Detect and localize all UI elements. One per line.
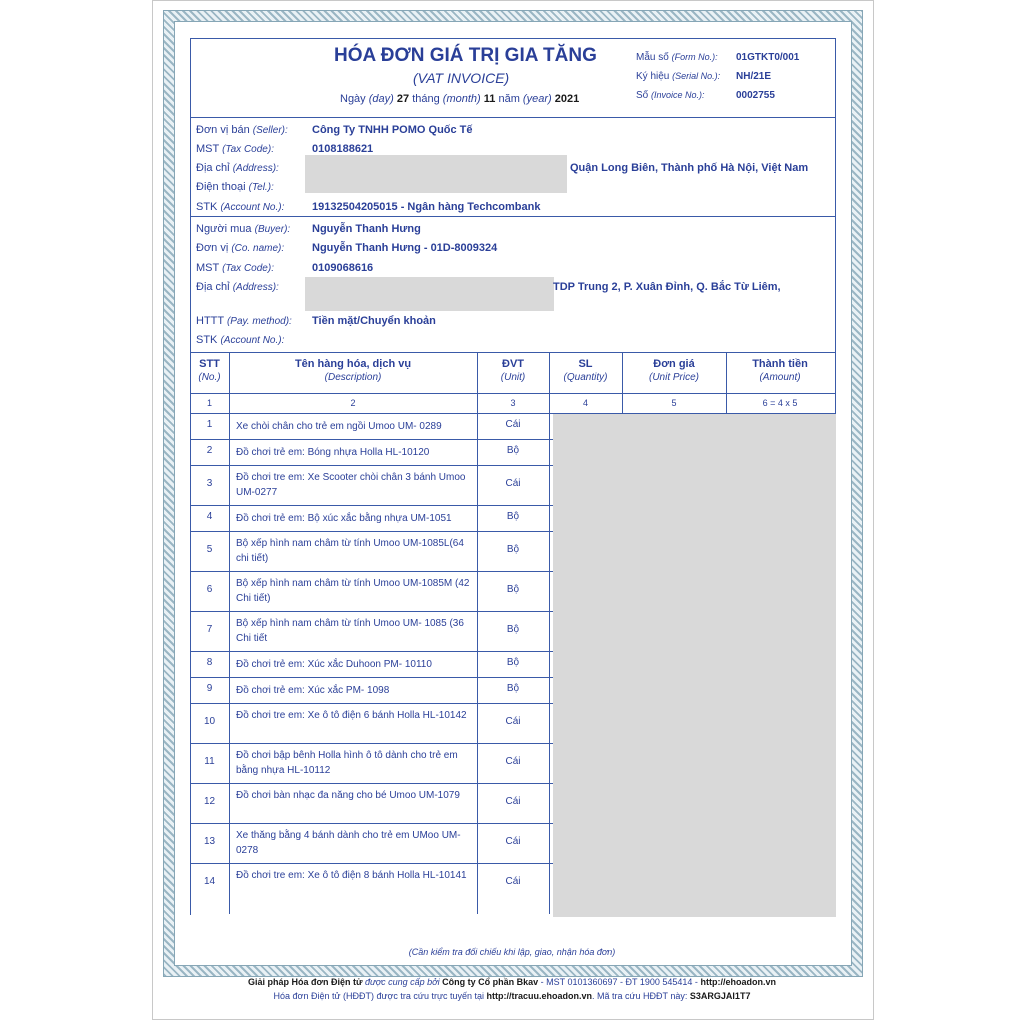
buyer-tax-lbl-en: (Tax Code): xyxy=(222,263,274,274)
buyer-addr-label xyxy=(196,281,279,293)
divider-table-head xyxy=(191,393,835,394)
seller-tax-lbl: MST xyxy=(196,143,220,155)
table-row-description: Đồ chơi trẻ em: Bộ xúc xắc bằng nhựa UM-1051 xyxy=(236,513,452,524)
table-row-stt: 9 xyxy=(206,683,213,694)
table-row-stt: 5 xyxy=(206,544,213,555)
invoice-title: HÓA ĐƠN GIÁ TRỊ GIA TĂNG xyxy=(334,45,597,66)
table-row-unit: Bộ xyxy=(506,445,520,456)
table-row-description: Bộ xếp hình nam châm từ tính Umoo UM- 1085 (36 Chi tiết xyxy=(236,618,464,644)
table-header-subtitle: (Amount) xyxy=(759,372,801,383)
date-month-word: tháng xyxy=(412,93,440,105)
table-header-title: ĐVT xyxy=(502,358,524,370)
seller-name-lbl-en: (Seller): xyxy=(252,125,288,136)
buyer-tax-label xyxy=(196,262,274,274)
seller-tel-label xyxy=(196,181,274,193)
table-row-stt: 2 xyxy=(206,445,213,456)
table-row-unit: Bộ xyxy=(506,657,520,668)
table-col-number: 5 xyxy=(671,398,677,408)
serial-no-value: NH/21E xyxy=(736,71,772,82)
seller-acct-lbl: STK xyxy=(196,201,218,213)
table-col-number: 6 = 4 x 5 xyxy=(762,398,798,408)
table-row-unit: Cái xyxy=(505,796,521,807)
seller-acct-lbl-en: (Account No.): xyxy=(220,202,285,213)
table-row-unit: Cái xyxy=(505,836,521,847)
footer-link-ehoadon[interactable]: http://ehoadon.vn xyxy=(700,977,776,987)
buyer-acct-label xyxy=(196,334,284,346)
table-row-description: Đồ chơi tre em: Xe Scooter chòi chân 3 bánh Umoo UM-0277 xyxy=(236,472,466,498)
date-day: 27 xyxy=(396,93,410,105)
seller-name-label xyxy=(196,124,288,136)
buyer-name-lbl-en: (Buyer): xyxy=(254,224,291,235)
form-lbl-en: (Form No.): xyxy=(671,52,718,62)
table-row-description: Đồ chơi tre em: Xe ô tô điện 6 bánh Holla HL-10142 xyxy=(236,710,467,721)
footer-mst: - MST 0101360697 - ĐT 1900 545414 - xyxy=(540,977,698,987)
divider-buyer xyxy=(191,352,835,353)
invoice-no-value: 0002755 xyxy=(736,90,775,101)
table-header-cell xyxy=(726,357,834,384)
invoice-no-label xyxy=(636,90,705,101)
buyer-co-lbl-en: (Co. name): xyxy=(231,243,285,254)
footer-provider xyxy=(0,977,1024,987)
invoice-date xyxy=(340,93,579,105)
invoice-lbl-en: (Invoice No.): xyxy=(651,90,705,100)
buyer-name-lbl: Người mua xyxy=(196,223,252,235)
seller-tax: 0108188621 xyxy=(312,143,374,155)
seller-tel-lbl: Điện thoại xyxy=(196,181,246,193)
table-row-stt: 8 xyxy=(206,657,213,668)
table-col-divider xyxy=(229,353,230,914)
table-row-unit: Bộ xyxy=(506,544,520,555)
table-row-unit: Cái xyxy=(505,756,521,767)
date-year-word: năm xyxy=(498,93,520,105)
table-row-unit: Bộ xyxy=(506,683,520,694)
table-row-unit: Cái xyxy=(505,716,521,727)
table-row-stt: 7 xyxy=(206,624,213,635)
seller-tax-lbl-en: (Tax Code): xyxy=(222,144,274,155)
buyer-acct-lbl: STK xyxy=(196,334,218,346)
form-no-value: 01GTKT0/001 xyxy=(736,52,800,63)
divider-seller xyxy=(191,216,835,217)
table-row-unit: Bộ xyxy=(506,511,520,522)
table-col-divider xyxy=(549,353,550,914)
seller-tax-label xyxy=(196,143,274,155)
buyer-co-lbl: Đơn vị xyxy=(196,242,229,254)
buyer-addr-lbl-en: (Address): xyxy=(232,282,279,293)
form-lbl: Mẫu số xyxy=(636,52,669,63)
table-header-title: Tên hàng hóa, dịch vụ xyxy=(294,358,412,370)
table-row-description: Đồ chơi trẻ em: Bóng nhựa Holla HL-10120 xyxy=(236,447,430,458)
table-row-unit: Cái xyxy=(505,419,521,430)
table-header-title: SL xyxy=(578,358,593,370)
seller-addr-label xyxy=(196,162,279,174)
footer-link-tracuu[interactable]: http://tracuu.ehoadon.vn xyxy=(486,991,593,1001)
seller-acct: 19132504205015 - Ngân hàng Techcombank xyxy=(312,201,541,213)
table-row-description: Bộ xếp hình nam châm từ tính Umoo UM-1085L(64 chi tiết) xyxy=(236,538,464,564)
serial-lbl: Ký hiệu xyxy=(636,71,670,82)
table-header-subtitle: (Unit Price) xyxy=(648,372,699,383)
table-col-number: 2 xyxy=(350,398,356,408)
table-header-cell xyxy=(549,357,622,384)
buyer-addr-lbl: Địa chỉ xyxy=(196,281,230,293)
buyer-name: Nguyễn Thanh Hưng xyxy=(312,223,421,235)
footer-provided-by: được cung cấp bởi xyxy=(364,977,440,987)
table-header-cell xyxy=(477,357,549,384)
table-row-unit: Cái xyxy=(505,876,521,887)
table-row-stt: 11 xyxy=(204,756,215,767)
footer-lookup xyxy=(0,991,1024,1001)
table-row-unit: Cái xyxy=(505,478,521,489)
table-row-stt: 12 xyxy=(203,796,216,807)
buyer-pay-lbl: HTTT xyxy=(196,315,224,327)
footer-lookup-code: S3ARGJAI1T7 xyxy=(689,991,751,1001)
seller-name-lbl: Đơn vị bán xyxy=(196,124,250,136)
table-row-stt: 10 xyxy=(203,716,216,727)
buyer-co-label xyxy=(196,242,284,254)
table-col-number: 1 xyxy=(206,398,212,408)
date-month-label: (month) xyxy=(442,93,481,105)
table-row-stt: 13 xyxy=(203,836,216,847)
divider-header xyxy=(191,117,835,118)
buyer-tax: 0109068616 xyxy=(312,262,374,274)
table-row-stt: 6 xyxy=(206,584,213,595)
buyer-addr-tail: TDP Trung 2, P. Xuân Đỉnh, Q. Bắc Từ Liêm, xyxy=(553,281,781,293)
date-year: 2021 xyxy=(554,93,580,105)
serial-lbl-en: (Serial No.): xyxy=(672,71,721,81)
table-header-cell xyxy=(190,357,229,384)
table-row-stt: 4 xyxy=(206,511,213,522)
table-col-number: 4 xyxy=(582,398,588,408)
table-header-cell xyxy=(622,357,726,384)
table-header-title: STT xyxy=(199,358,220,370)
date-year-label: (year) xyxy=(522,93,552,105)
footer-solution: Giải pháp Hóa đơn Điện tử xyxy=(248,977,363,987)
amount-redaction xyxy=(553,414,836,917)
date-month: 11 xyxy=(483,93,496,105)
table-header-title: Đơn giá xyxy=(653,358,695,370)
buyer-co: Nguyễn Thanh Hưng - 01D-8009324 xyxy=(312,242,498,254)
table-row-stt: 3 xyxy=(206,478,213,489)
table-row-description: Đồ chơi bập bênh Holla hình ô tô dành cho trẻ em bằng nhựa HL-10112 xyxy=(236,750,458,776)
seller-addr-lbl-en: (Address): xyxy=(232,163,279,174)
seller-name: Công Ty TNHH POMO Quốc Tế xyxy=(312,124,473,136)
buyer-name-label xyxy=(196,223,290,235)
buyer-pay-label xyxy=(196,315,292,327)
buyer-pay-lbl-en: (Pay. method): xyxy=(226,316,292,327)
seller-tel-lbl-en: (Tel.): xyxy=(248,182,274,193)
table-row-description: Đồ chơi trẻ em: Xúc xắc Duhoon PM- 10110 xyxy=(236,659,432,670)
check-note: (Cần kiểm tra đối chiếu khi lập, giao, nhận hóa đơn) xyxy=(408,947,616,957)
form-no-label xyxy=(636,52,718,63)
date-day-label: (day) xyxy=(368,93,394,105)
footer-company: Công ty Cổ phần Bkav xyxy=(442,977,539,987)
table-header-subtitle: (No.) xyxy=(198,372,221,383)
table-row-description: Đồ chơi trẻ em: Xúc xắc PM- 1098 xyxy=(236,685,390,696)
table-header-subtitle: (Quantity) xyxy=(563,372,608,383)
table-row-description: Đồ chơi bàn nhạc đa năng cho bé Umoo UM-1079 xyxy=(236,790,460,801)
table-row-description: Đồ chơi tre em: Xe ô tô điện 8 bánh Holla HL-10141 xyxy=(236,870,467,881)
table-row-description: Xe thăng bằng 4 bánh dành cho trẻ em UMoo UM-0278 xyxy=(236,830,461,856)
seller-acct-label xyxy=(196,201,284,213)
table-row-description: Bộ xếp hình nam châm từ tính Umoo UM-1085M (42 Chi tiết) xyxy=(236,578,470,604)
seller-addr-lbl: Địa chỉ xyxy=(196,162,230,174)
table-col-number: 3 xyxy=(510,398,516,408)
serial-no-label xyxy=(636,71,720,82)
invoice-subtitle: (VAT INVOICE) xyxy=(413,70,510,86)
seller-redaction xyxy=(305,155,567,193)
table-row-stt: 14 xyxy=(203,876,216,887)
table-row-description: Xe chòi chân cho trẻ em ngồi Umoo UM- 0289 xyxy=(236,421,442,432)
seller-addr-tail: Quận Long Biên, Thành phố Hà Nội, Việt Nam xyxy=(570,162,809,174)
footer-lookup-text: Hóa đơn Điện tử (HĐĐT) được tra cứu trực tuyến tại xyxy=(273,991,484,1001)
table-row-unit: Bộ xyxy=(506,624,520,635)
date-prefix: Ngày xyxy=(340,93,366,105)
invoice-lbl: Số xyxy=(636,90,649,101)
buyer-pay: Tiền mặt/Chuyển khoản xyxy=(312,315,436,327)
buyer-tax-lbl: MST xyxy=(196,262,220,274)
table-row-unit: Bộ xyxy=(506,584,520,595)
buyer-acct-lbl-en: (Account No.): xyxy=(220,335,285,346)
table-header-title: Thành tiền xyxy=(752,358,808,370)
table-row-stt: 1 xyxy=(206,419,213,430)
table-header-subtitle: (Unit) xyxy=(500,372,526,383)
table-header-cell xyxy=(229,357,477,384)
buyer-redaction xyxy=(305,277,554,311)
footer-lookup-code-label: . Mã tra cứu HĐĐT này: xyxy=(592,991,688,1001)
table-header-subtitle: (Description) xyxy=(324,372,382,383)
